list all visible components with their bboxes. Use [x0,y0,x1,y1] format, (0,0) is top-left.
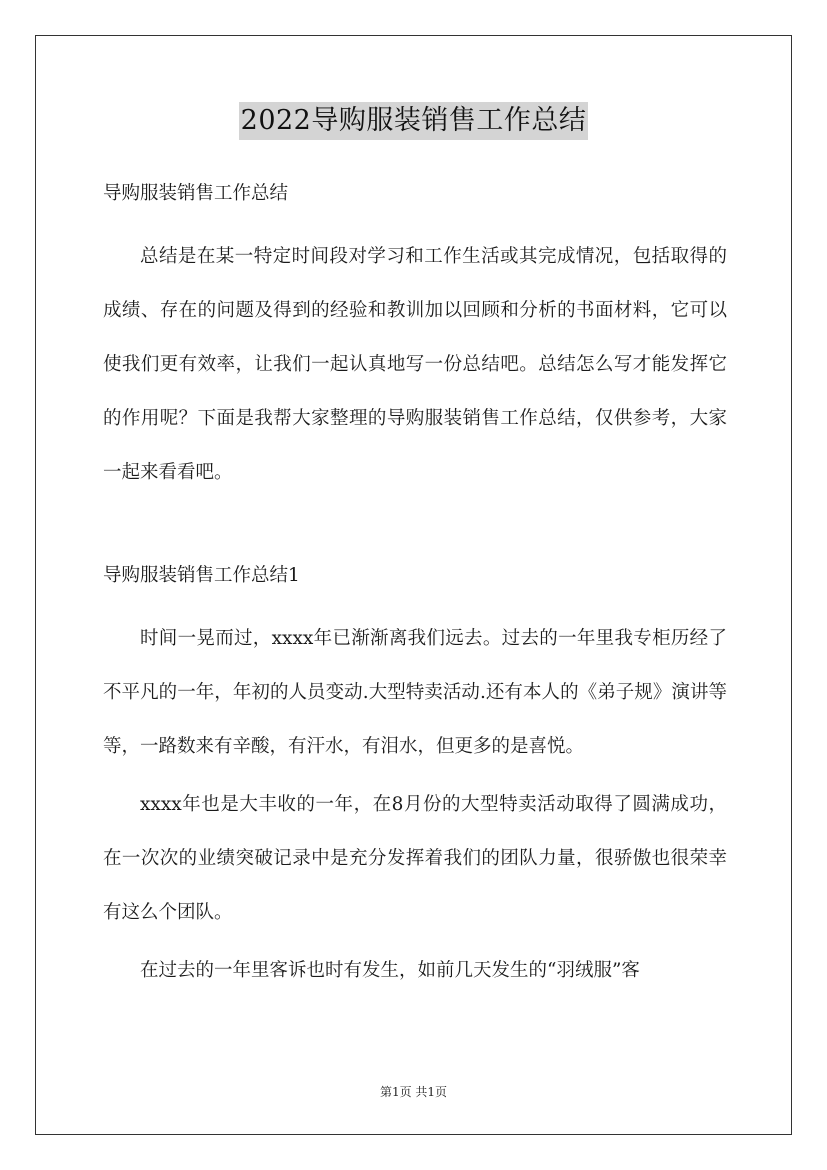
section1-paragraph-1: 时间一晃而过，xxxx年已渐渐离我们远去。过去的一年里我专柜历经了不平凡的一年，年初的人员变动.大型特卖活动.还有本人的《弟子规》演讲等等，一路数来有辛酸，有汗水，有泪水，但更多的是喜悦。 [103,628,727,757]
title-container [0,102,827,140]
intro-paragraph: 总结是在某一特定时间段对学习和工作生活或其完成情况，包括取得的成绩、存在的问题及得到的经验和教训加以回顾和分析的书面材料，它可以使我们更有效率，让我们一起认真地写一份总结吧。总结怎么写才能发挥它的作用呢？下面是我帮大家整理的导购服装销售工作总结，仅供参考，大家一起来看看吧。 [103,246,727,483]
document-title: 2022导购服装销售工作总结 [239,102,589,140]
spacer [103,212,727,230]
spacer [103,500,727,558]
section1-paragraph-3: 在过去的一年里客诉也时有发生，如前几天发生的“羽绒服”客 [140,960,640,981]
page-footer: 第1页 共1页 [379,1085,448,1099]
intro-heading: 导购服装销售工作总结 [103,183,289,204]
spacer [103,594,727,612]
document-body [103,176,727,998]
section1-paragraph-2: xxxx年也是大丰收的一年，在8月份的大型特卖活动取得了圆满成功，在一次次的业绩突破记录中是充分发挥着我们的团队力量，很骄傲也很荣幸有这么个团队。 [103,794,727,923]
section1-heading: 导购服装销售工作总结1 [103,565,300,586]
